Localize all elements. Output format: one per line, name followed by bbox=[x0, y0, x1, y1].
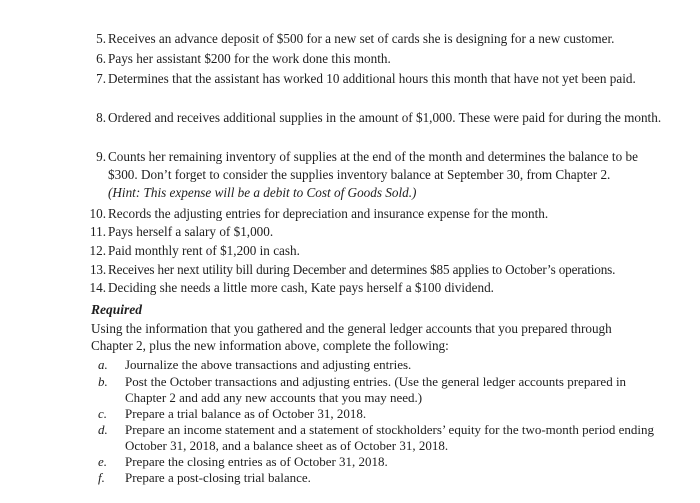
required-heading: Required bbox=[91, 302, 143, 317]
item-text: Counts her remaining inventory of supplies at the end of the month and determines the balance to be $300. Don’t forget to consider the supplies inventory balance at September 30, from Chapter 2. bbox=[108, 149, 638, 182]
list-item: 12. Paid monthly rent of $1,200 in cash. bbox=[89, 243, 300, 258]
list-item: b. Post the October transactions and adjusting entries. (Use the general ledger accounts prepared in Chapter 2 and add any new accounts that you may need.) bbox=[98, 374, 627, 405]
list-item: c. Prepare a trial balance as of October 31, 2018. bbox=[98, 406, 367, 421]
list-item: 5. Receives an advance deposit of $500 for a new set of cards she is designing for a new customer. bbox=[96, 31, 615, 46]
list-item: a. Journalize the above transactions and adjusting entries. bbox=[98, 357, 412, 372]
list-item: 13. Receives her next utility bill during December and determines $85 applies to October’s operations. bbox=[89, 262, 616, 277]
required-intro: Using the information that you gathered and the general ledger accounts that you prepared through Chapter 2, plus the new information above, complete the following: bbox=[91, 321, 612, 353]
list-item: 6. Pays her assistant $200 for the work done this month. bbox=[96, 51, 391, 66]
hint-text: (Hint: This expense will be a debit to Cost of Goods Sold.) bbox=[108, 185, 417, 200]
list-item: 8. Ordered and receives additional supplies in the amount of $1,000. These were paid for during the month. bbox=[96, 110, 662, 125]
list-item: d. Prepare an income statement and a statement of stockholders’ equity for the two-month period ending October 31, 2018, and a balance sheet as of October 31, 2018. bbox=[98, 422, 654, 453]
list-item: 10. Records the adjusting entries for depreciation and insurance expense for the month. bbox=[89, 206, 549, 221]
list-item: f. Prepare a post-closing trial balance. bbox=[98, 470, 311, 485]
list-item: 14. Deciding she needs a little more cash, Kate pays herself a $100 dividend. bbox=[89, 280, 494, 295]
list-item: 7. Determines that the assistant has worked 10 additional hours this month that have not yet been paid. bbox=[96, 71, 636, 86]
list-item: 11. Pays herself a salary of $1,000. bbox=[90, 224, 274, 239]
list-item: 9. Counts her remaining inventory of supplies at the end of the month and determines the balance to be $300. Don’t forget to consider the supplies inventory balance at September 30, from Chapter 2. (Hint: This expense will be a debit to Cost of Goods Sold.) bbox=[96, 149, 638, 200]
list-item: e. Prepare the closing entries as of October 31, 2018. bbox=[98, 454, 388, 469]
